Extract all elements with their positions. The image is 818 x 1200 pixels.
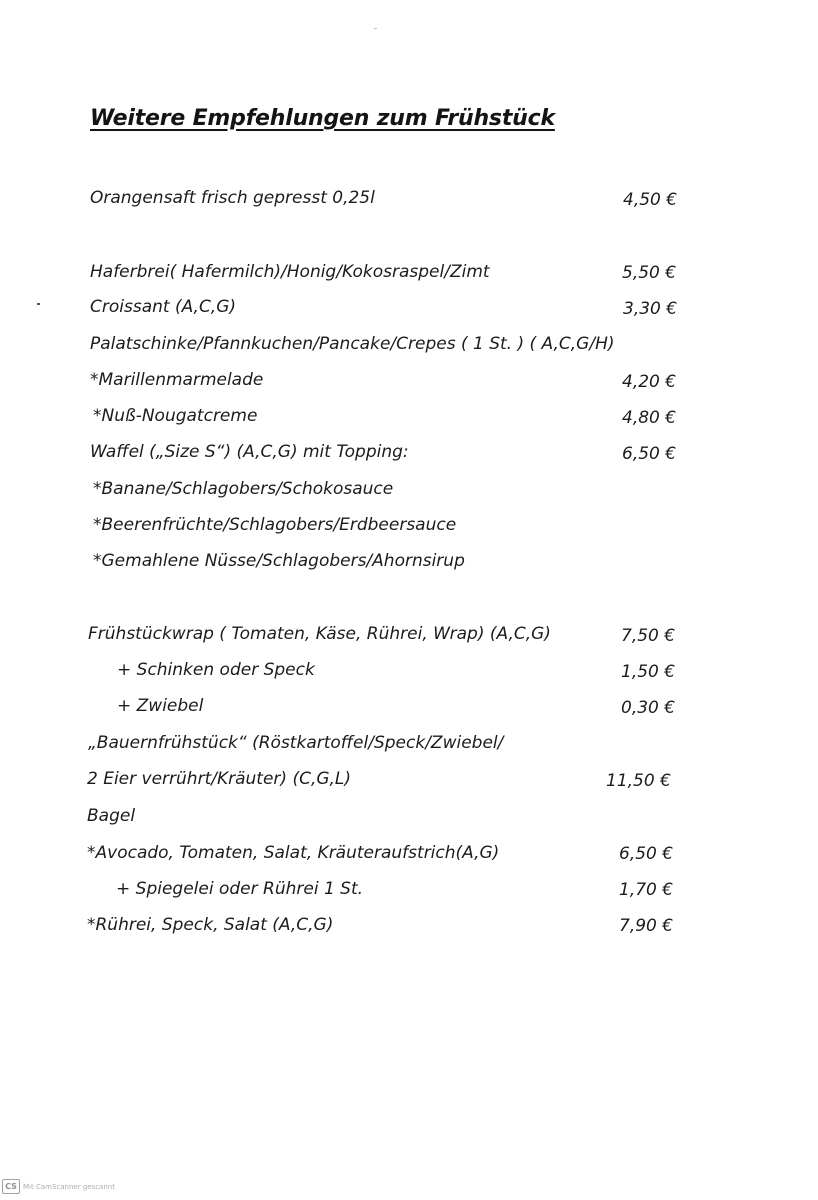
- page-title: Weitere Empfehlungen zum Frühstück: [90, 106, 555, 131]
- menu-item-name: Palatschinke/Pfannkuchen/Pancake/Crepes ( 1 St. ) ( A,C,G/H): [90, 334, 615, 354]
- menu-item-price: 4,50 €: [623, 190, 678, 210]
- scan-artifact: [374, 28, 377, 29]
- menu-item-name: 2 Eier verrührt/Kräuter) (C,G,L): [87, 769, 352, 789]
- camscanner-logo-icon: CS: [2, 1179, 20, 1194]
- scanner-watermark: [2, 1179, 115, 1194]
- menu-item-name: *Nuß-Nougatcreme: [93, 406, 258, 426]
- menu-item-price: 1,50 €: [621, 662, 676, 682]
- menu-item-price: 1,70 €: [619, 880, 674, 900]
- menu-item-price: 6,50 €: [619, 844, 674, 864]
- menu-item-price: 3,30 €: [623, 299, 678, 319]
- menu-item-price: 4,80 €: [622, 408, 677, 428]
- menu-item-name: Waffel („Size S“) (A,C,G) mit Topping:: [90, 442, 409, 462]
- menu-item-name: + Zwiebel: [117, 696, 204, 716]
- menu-item-name: *Gemahlene Nüsse/Schlagobers/Ahornsirup: [93, 551, 465, 571]
- menu-item-name: *Avocado, Tomaten, Salat, Kräuteraufstrich(A,G): [87, 843, 500, 863]
- scan-artifact: [37, 303, 40, 305]
- menu-item-name: „Bauernfrühstück“ (Röstkartoffel/Speck/Zwiebel/: [88, 733, 504, 753]
- menu-item-name: + Spiegelei oder Rührei 1 St.: [116, 879, 364, 899]
- menu-item-name: Bagel: [87, 806, 136, 826]
- menu-item-price: 0,30 €: [621, 698, 676, 718]
- menu-item-price: 5,50 €: [622, 263, 677, 283]
- menu-item-name: Frühstückwrap ( Tomaten, Käse, Rührei, Wrap) (A,C,G): [88, 624, 551, 644]
- menu-item-name: *Marillenmarmelade: [90, 370, 264, 390]
- menu-item-name: *Rührei, Speck, Salat (A,C,G): [87, 915, 334, 935]
- menu-item-name: + Schinken oder Speck: [117, 660, 315, 680]
- menu-item-name: *Beerenfrüchte/Schlagobers/Erdbeersauce: [93, 515, 457, 535]
- menu-item-price: 6,50 €: [622, 444, 677, 464]
- menu-item-name: Croissant (A,C,G): [90, 297, 237, 317]
- menu-item-price: 7,50 €: [621, 626, 676, 646]
- scanner-caption: Mit CamScanner gescannt: [23, 1182, 115, 1191]
- menu-item-price: 11,50 €: [606, 771, 671, 791]
- menu-item-name: Orangensaft frisch gepresst 0,25l: [90, 188, 375, 208]
- menu-item-price: 7,90 €: [619, 916, 674, 936]
- menu-item-name: Haferbrei( Hafermilch)/Honig/Kokosraspel/Zimt: [90, 262, 490, 282]
- menu-item-name: *Banane/Schlagobers/Schokosauce: [93, 479, 394, 499]
- menu-item-price: 4,20 €: [622, 372, 677, 392]
